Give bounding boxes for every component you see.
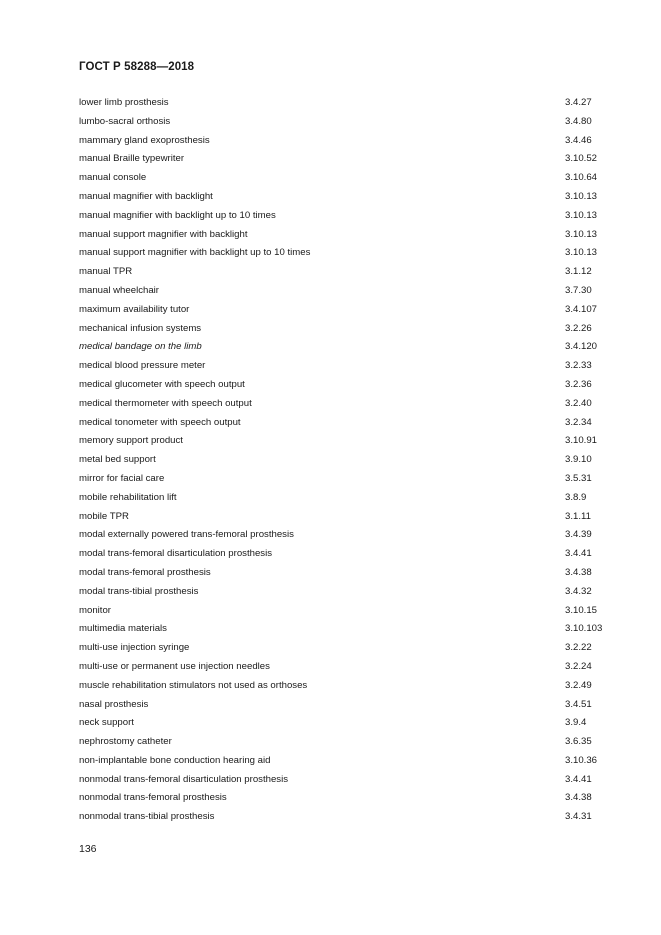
index-entry-term: manual wheelchair [79,284,159,296]
index-entry-term: mobile TPR [79,510,129,522]
index-entry-term: manual console [79,172,147,184]
index-entry-term: mammary gland exoprosthesis [79,134,210,146]
index-entry-reference: 3.10.13 [565,190,598,202]
index-entry [79,338,619,357]
index-entry-reference: 3.2.49 [565,679,592,691]
index-entry [79,414,619,433]
index-entry-reference: 3.4.41 [565,773,592,785]
index-entry [79,451,619,470]
index-entry [79,564,619,583]
index-entry-term: modal trans-femoral prosthesis [79,566,211,578]
index-entry [79,244,619,263]
index-entry-term: non-implantable bone conduction hearing aid [79,754,271,766]
index-entry-term: multi-use injection syringe [79,642,190,654]
index-entry-reference: 3.4.51 [565,698,592,710]
index-entry [79,508,619,527]
index-entry-reference: 3.1.11 [565,510,591,522]
index-entry-reference: 3.10.13 [565,247,598,259]
index-entry [79,320,619,339]
index-entry-term: manual magnifier with backlight up to 10 times [79,209,276,221]
index-entry-reference: 3.6.35 [565,736,592,748]
index-entry-reference: 3.4.32 [565,585,592,597]
index-entry-term: medical blood pressure meter [79,360,206,372]
index-entry-term: nonmodal trans-femoral disarticulation prosthesis [79,773,289,785]
index-entry-reference: 3.4.38 [565,566,592,578]
index-entry [79,733,619,752]
index-entry-term: lumbo-sacral orthosis [79,115,171,127]
index-entry-term: manual Braille typewriter [79,153,185,165]
index-entry [79,526,619,545]
index-entry-reference: 3.9.4 [565,717,587,729]
index-entry [79,301,619,320]
index-entry-term: multimedia materials [79,623,167,635]
index-entry-reference: 3.8.9 [565,491,587,503]
index-entry-term: multi-use or permanent use injection needles [79,660,270,672]
index-entry-term: modal trans-tibial prosthesis [79,585,199,597]
index-entry [79,620,619,639]
index-entry-reference: 3.2.36 [565,378,592,390]
index-entry-term: maximum availability tutor [79,303,190,315]
index-entry-term: mechanical infusion systems [79,322,202,334]
index-entry [79,714,619,733]
index-entry-reference: 3.10.36 [565,754,598,766]
index-entry-reference: 3.10.64 [565,172,598,184]
index-entry-reference: 3.2.24 [565,660,592,672]
index-entry-reference: 3.2.40 [565,397,592,409]
index-entry-term: medical bandage on the limb [79,341,202,353]
index-entry-term: manual support magnifier with backlight up to 10 times [79,247,311,259]
index-entry-reference: 3.2.34 [565,416,592,428]
index-entry [79,470,619,489]
index-entry-reference: 3.4.107 [565,303,598,315]
index-entry-term: nonmodal trans-tibial prosthesis [79,811,215,823]
index-entry [79,263,619,282]
index-entry-reference: 3.2.22 [565,642,592,654]
index-entry-reference: 3.2.33 [565,360,592,372]
index-entry [79,489,619,508]
index-entry-reference: 3.7.30 [565,284,592,296]
index-entry-reference: 3.4.39 [565,529,592,541]
index-entry [79,677,619,696]
index-entry-reference: 3.1.12 [565,266,592,278]
index-entry [79,583,619,602]
index-entry [79,169,619,188]
index-entry [79,789,619,808]
index-entry [79,808,619,827]
index-entry-term: medical tonometer with speech output [79,416,241,428]
index-entry [79,432,619,451]
index-entry-term: medical glucometer with speech output [79,378,245,390]
index-entry-reference: 3.4.27 [565,97,592,108]
index-entry [79,226,619,245]
index-entry-term: manual support magnifier with backlight [79,228,248,240]
index-entry [79,207,619,226]
index-entry [79,188,619,207]
index-entry-reference: 3.10.15 [565,604,598,616]
index-entry [79,282,619,301]
index-entry [79,132,619,151]
index-entry-term: modal trans-femoral disarticulation prosthesis [79,548,273,560]
index-entry-reference: 3.2.26 [565,322,592,334]
index-entry [79,752,619,771]
index-entry [79,545,619,564]
index-entry [79,376,619,395]
index-entry-term: nasal prosthesis [79,698,149,710]
document-header: ГОСТ Р 58288—2018 [79,61,195,73]
index-entry [79,395,619,414]
index-entry [79,94,619,113]
index-entry-reference: 3.9.10 [565,454,592,466]
index-entry-term: lower limb prosthesis [79,97,169,108]
index-entry-reference: 3.10.103 [565,623,603,635]
index-entry-term: mirror for facial care [79,472,165,484]
index-list [79,94,619,827]
index-entry [79,150,619,169]
index-entry-term: nonmodal trans-femoral prosthesis [79,792,227,804]
index-entry [79,658,619,677]
index-entry [79,639,619,658]
index-entry-term: monitor [79,604,111,616]
index-entry-term: manual TPR [79,266,133,278]
index-entry [79,602,619,621]
index-entry-term: modal externally powered trans-femoral prosthesis [79,529,294,541]
index-entry-term: mobile rehabilitation lift [79,491,177,503]
index-entry-reference: 3.4.41 [565,548,592,560]
index-entry-term: nephrostomy catheter [79,736,172,748]
index-entry [79,357,619,376]
index-entry-term: memory support product [79,435,183,447]
index-entry-reference: 3.4.31 [565,811,592,823]
index-entry-term: medical thermometer with speech output [79,397,252,409]
index-entry-term: muscle rehabilitation stimulators not used as orthoses [79,679,308,691]
index-entry [79,771,619,790]
index-entry-reference: 3.10.91 [565,435,598,447]
page-number: 136 [79,843,97,855]
index-entry-reference: 3.10.13 [565,209,598,221]
index-entry-reference: 3.4.38 [565,792,592,804]
index-entry-term: neck support [79,717,134,729]
index-entry-term: metal bed support [79,454,156,466]
index-entry [79,696,619,715]
index-entry-reference: 3.4.46 [565,134,592,146]
index-entry-reference: 3.4.120 [565,341,598,353]
index-entry-reference: 3.10.13 [565,228,598,240]
index-entry-reference: 3.5.31 [565,472,592,484]
index-entry [79,113,619,132]
index-entry-reference: 3.4.80 [565,115,592,127]
index-entry-term: manual magnifier with backlight [79,190,213,202]
index-entry-reference: 3.10.52 [565,153,598,165]
